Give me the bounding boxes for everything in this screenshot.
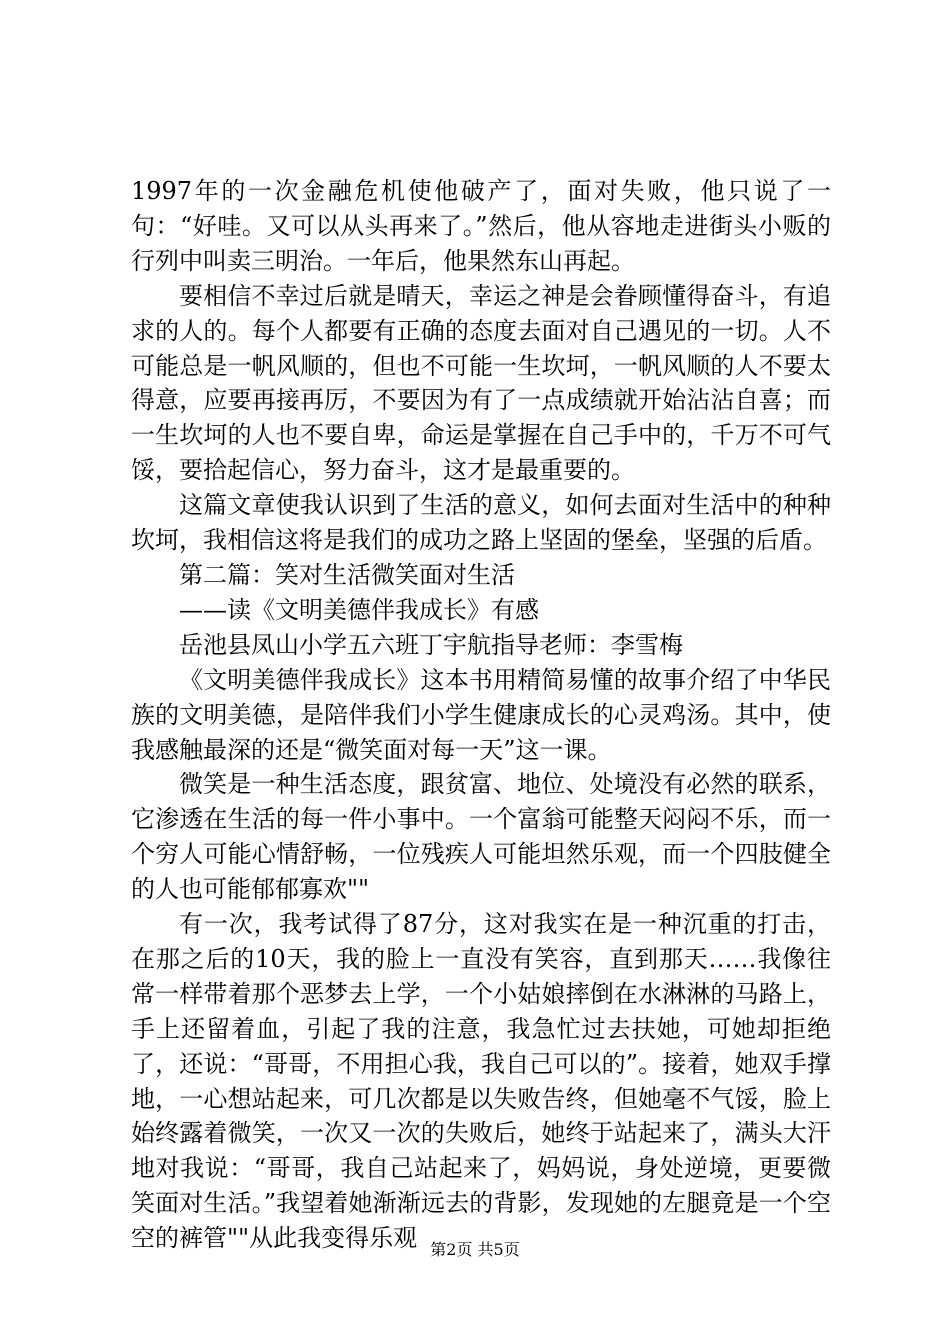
paragraph-7: 《文明美德伴我成长》这本书用精简易懂的故事介绍了中华民族的文明美德，是陪伴我们小学生健康成长的心灵鸡汤。其中，使我感触最深的还是“微笑面对每一天”这一课。 — [131, 665, 831, 764]
paragraph-3: 这篇文章使我认识到了生活的意义，如何去面对生活中的种种坎坷，我相信这将是我们的成功之路上坚固的堡垒，坚强的后盾。 — [131, 491, 831, 555]
paragraph-8: 微笑是一种生活态度，跟贫富、地位、处境没有必然的联系，它渗透在生活的每一件小事中。一个富翁可能整天闷闷不乐，而一个穷人可能心情舒畅，一位残疾人可能坦然乐观，而一个四肢健全的人也可能郁郁寡欢"" — [131, 770, 831, 904]
section-subtitle: ——读《文明美德伴我成长》有感 — [179, 595, 539, 624]
section-title: 第二篇：笑对生活微笑面对生活 — [179, 560, 515, 589]
document-body — [131, 174, 831, 1256]
page-footer: 第2页 共5页 — [430, 1240, 520, 1259]
author-line: 岳池县凤山小学五六班丁宇航指导老师：李雪梅 — [179, 630, 683, 659]
paragraph-2: 要相信不幸过后就是晴天，幸运之神是会眷顾懂得奋斗，有追求的人的。每个人都要有正确的态度去面对自己遇见的一切。人不可能总是一帆风顺的，但也不可能一生坎坷，一帆风顺的人不要太得意，应要再接再厉，不要因为有了一点成绩就开始沾沾自喜；而一生坎坷的人也不要自卑，命运是掌握在自己手中的，千万不可气馁，要拾起信心，努力奋斗，这才是最重要的。 — [131, 281, 831, 485]
paragraph-9: 有一次，我考试得了87分，这对我实在是一种沉重的打击，在那之后的10天，我的脸上一直没有笑容，直到那天……我像往常一样带着那个恶梦去上学，一个小姑娘摔倒在水淋淋的马路上，手上还留着血，引起了我的注意，我急忙过去扶她，可她却拒绝了，还说：“哥哥，不用担心我，我自己可以的”。接着，她双手撑地，一心想站起来，可几次都是以失败告终，但她毫不气馁，脸上始终露着微笑，一次又一次的失败后，她终于站起来了，满头大汗地对我说：“哥哥，我自己站起来了，妈妈说，身处逆境，更要微笑面对生活。”我望着她渐渐远去的背影，发现她的左腿竟是一个空空的裤管""从此我变得乐观 — [131, 910, 831, 1253]
paragraph-1: 1997年的一次金融危机使他破产了，面对失败，他只说了一句：“好哇。又可以从头再来了。”然后，他从容地走进街头小贩的行列中叫卖三明治。一年后，他果然东山再起。 — [131, 177, 831, 275]
